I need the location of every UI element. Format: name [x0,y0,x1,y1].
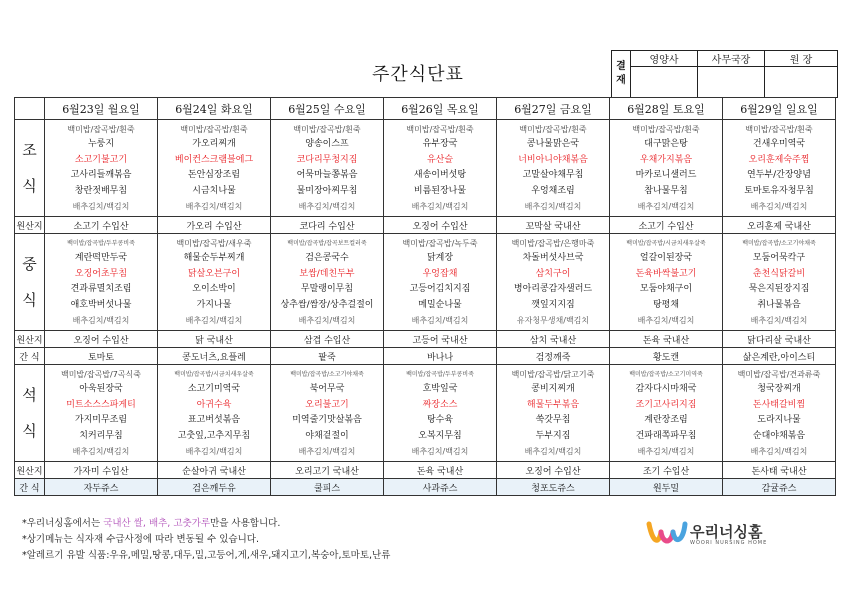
menu-item: 취나물볶음 [757,299,801,310]
day-header: 6월29일 일요일 [723,98,836,120]
day-header-row [15,98,836,120]
snack-am-row-cell: 삶은계란,아이스티 [723,348,836,365]
menu-item: 짜장소스 [422,399,458,410]
breakfast-origin-row-cell: 오리훈제 국내산 [723,217,836,234]
snack-am-row-cell: 팥죽 [271,348,384,365]
day-header: 6월28일 토요일 [610,98,723,120]
menu-item: 해물순두부찌개 [183,253,245,263]
lunch-origin-row-cell: 돈육 국내산 [610,331,723,348]
menu-base: 백미밥/잡곡밥/7곡식죽 [60,369,142,379]
menu-item: 미역줄기맛살볶음 [292,415,362,425]
menu-base: 백미밥/잡곡밥/흰죽 [519,124,587,134]
menu-item: 순대야채볶음 [752,430,806,441]
menu-item: 야채겉절이 [305,430,349,441]
day-header: 6월24일 화요일 [158,98,271,120]
menu-side-dish: 배추김치/백김치 [298,202,356,211]
menu-item: 아욱된장국 [79,384,123,394]
menu-item: 대구맑은탕 [644,139,688,149]
approval-sign-2[interactable] [698,67,765,98]
menu-side-dish: 배추김치/백김치 [750,447,808,456]
lunch-cell [271,234,384,331]
menu-item: 삼치구이 [535,268,571,279]
snack-am-row-cell: 바나나 [384,348,497,365]
menu-item: 창란젓배무침 [74,185,128,196]
note-domestic-highlight: 국내산 쌀, 배추, 고춧가루 [103,518,211,529]
lunch-row [15,234,836,331]
breakfast-origin-row-cell: 소고기 수입산 [45,217,158,234]
menu-item: 춘천식닭갈비 [752,268,806,279]
menu-base: 백미밥/잡곡밥/흰죽 [632,124,700,134]
snack-am-row-cell: 토마토 [45,348,158,365]
lunch-origin-row-cell: 오징어 수입산 [45,331,158,348]
menu-item: 조기고사리지짐 [635,399,697,410]
snack-pm-row-cell: 사과쥬스 [384,479,497,496]
menu-item: 코다리무청지짐 [296,154,358,165]
breakfast-origin-row-cell: 소고기 수입산 [610,217,723,234]
menu-side-dish: 배추김치/백김치 [185,202,243,211]
menu-side-dish: 유자청무생채/백김치 [516,316,590,325]
menu-item: 애호박버섯나물 [70,299,132,310]
lunch-origin-row [15,331,836,348]
menu-item: 차돌버섯사브국 [522,253,584,263]
menu-item: 너비아니야채볶음 [518,154,588,165]
lunch-origin-row-label: 원산지 [15,331,45,348]
menu-item: 유부장국 [422,139,458,149]
snack-pm-row-cell: 청포도쥬스 [497,479,610,496]
menu-item: 오복지무침 [418,430,462,441]
note-allergy: *알레르기 유발 식품:우유,메밀,땅콩,대두,밀,고등어,게,새우,돼지고기,복숭아,토마토,난류 [22,550,391,561]
approval-col-manager: 사무국장 [698,51,765,67]
breakfast-cell [723,120,836,217]
menu-item: 두부지짐 [535,430,571,441]
menu-item: 모둠어묵칵구 [752,253,806,263]
menu-item: 감자다시마채국 [635,384,697,394]
menu-side-dish: 배추김치/백김치 [298,447,356,456]
breakfast-row [15,120,836,217]
menu-item: 아귀수육 [196,399,232,410]
menu-side-dish: 배추김치/백김치 [750,316,808,325]
snack-am-row [15,348,836,365]
approval-label: 결재 [612,51,631,98]
breakfast-cell [497,120,610,217]
menu-item: 모둠야채구이 [639,284,693,294]
dinner-row [15,365,836,462]
breakfast-origin-row-cell: 오징어 수입산 [384,217,497,234]
note-domestic: *우리너싱홈에서는 국내산 쌀, 배추, 고춧가루만을 사용합니다. [22,518,281,529]
menu-base: 백미밥/잡곡밥/잡곡보트컬러죽 [287,239,367,247]
menu-base: 백미밥/잡곡밥/흰죽 [745,124,813,134]
menu-base: 백미밥/잡곡밥/두부콩비죽 [67,239,135,247]
menu-side-dish: 배추김치/백김치 [524,447,582,456]
menu-item: 고사리들깨볶음 [70,170,132,180]
menu-item: 소고기불고기 [74,154,128,165]
breakfast-cell [271,120,384,217]
menu-base: 백미밥/잡곡밥/녹두죽 [402,238,478,248]
breakfast-cell [158,120,271,217]
menu-item: 치커리무침 [79,430,123,441]
menu-side-dish: 배추김치/백김치 [185,316,243,325]
menu-base: 백미밥/잡곡밥/견과류죽 [737,369,821,379]
breakfast-origin-row-cell: 꼬막살 국내산 [497,217,610,234]
menu-item: 베이컨스크램블에그 [174,154,254,165]
menu-side-dish: 배추김치/백김치 [411,316,469,325]
snack-am-row-cell: 검정깨죽 [497,348,610,365]
menu-base: 백미밥/잡곡밥/새우죽 [176,238,252,248]
menu-base: 백미밥/잡곡밥/소고기야채죽 [742,239,816,247]
menu-item: 소고기미역국 [187,384,241,394]
menu-item: 호박잎국 [422,384,458,394]
menu-item: 콩나물맑은국 [526,139,580,149]
logo-name: 우리너싱홈 [690,523,763,541]
menu-side-dish: 배추김치/백김치 [72,447,130,456]
menu-item: 고등어김치지짐 [409,284,471,294]
menu-item: 새송이버섯탕 [413,170,467,180]
dinner-label: 석식 [15,365,45,462]
snack-pm-row-cell: 검은깨두유 [158,479,271,496]
menu-item: 계란떡만두국 [74,253,128,263]
menu-item: 유산슬 [426,154,454,165]
menu-item: 오징어초무침 [74,268,128,279]
menu-item: 참나물무침 [644,185,688,196]
menu-item: 계란장조림 [644,415,688,425]
menu-side-dish: 배추김치/백김치 [185,447,243,456]
logo-subtitle: WOORI NURSING HOME [690,540,768,546]
day-header: 6월26일 목요일 [384,98,497,120]
menu-item: 건새우미역국 [752,139,806,149]
menu-side-dish: 배추김치/백김치 [72,202,130,211]
menu-item: 콩비지찌개 [531,384,575,394]
menu-base: 백미밥/잡곡밥/흰죽 [293,124,361,134]
snack-pm-row [15,479,836,496]
menu-base: 백미밥/잡곡밥/시금치새우살죽 [626,239,706,247]
menu-item: 연두부/간장양념 [747,170,811,180]
menu-item: 묵은지된장지짐 [748,284,810,294]
menu-item: 닭계장 [426,253,454,263]
dinner-cell [384,365,497,462]
menu-item: 메밀순나물 [418,299,462,310]
page-title: 주간식단표 [372,64,464,85]
menu-item: 해물두부볶음 [526,399,580,410]
menu-item: 어묵마늘쫑볶음 [296,170,358,180]
menu-item: 견과류멸치조림 [70,284,132,294]
menu-item: 탕수육 [426,415,454,425]
snack-am-row-label: 간 식 [15,348,45,365]
menu-base: 백미밥/잡곡밥/소고기야채죽 [290,370,364,378]
menu-item: 마카로니샐러드 [635,170,697,180]
menu-item: 고말살야채무침 [522,170,584,180]
menu-item: 오리훈제숙주찜 [748,154,810,165]
dinner-origin-row-cell: 가자미 수입산 [45,462,158,479]
snack-pm-row-label: 간 식 [15,479,45,496]
corner-cell [15,98,45,120]
menu-item: 가지미무조림 [74,415,128,425]
menu-item: 얼갈이된장국 [639,253,693,263]
dinner-cell [497,365,610,462]
snack-am-row-cell: 황도캔 [610,348,723,365]
lunch-cell [158,234,271,331]
breakfast-origin-row-label: 원산지 [15,217,45,234]
menu-base: 백미밥/잡곡밥/시금치새우살죽 [174,370,254,378]
menu-item: 북어무국 [309,384,345,394]
dinner-origin-row [15,462,836,479]
menu-base: 백미밥/잡곡밥/닭고기죽 [511,369,595,379]
menu-item: 깻잎지지짐 [531,299,575,310]
menu-item: 누룽지 [87,139,115,149]
menu-item: 가오리찌개 [192,139,236,149]
menu-item: 비름된장나물 [413,185,467,196]
snack-pm-row-cell: 감귤쥬스 [723,479,836,496]
menu-item: 표고버섯볶음 [187,415,241,425]
menu-item: 건파래쪽파무침 [635,430,697,441]
breakfast-origin-row-cell: 가오리 수입산 [158,217,271,234]
approval-col-director: 원 장 [765,51,838,67]
menu-item: 물미장아찌무침 [296,185,358,196]
lunch-cell [384,234,497,331]
dinner-origin-row-label: 원산지 [15,462,45,479]
dinner-cell [45,365,158,462]
menu-item: 돈육바싹불고기 [635,268,697,279]
menu-item: 우채가지볶음 [639,154,693,165]
dinner-origin-row-cell: 순살아귀 국내산 [158,462,271,479]
approval-col-dietitian: 영양사 [631,51,698,67]
lunch-cell [723,234,836,331]
menu-base: 백미밥/잡곡밥/두부콩비죽 [406,370,474,378]
menu-side-dish: 배추김치/백김치 [637,447,695,456]
menu-item: 미트소스스파게티 [66,399,136,410]
approval-sign-3[interactable] [765,67,838,98]
weekly-menu-table [14,97,836,496]
menu-item: 무말랭이무침 [300,284,354,294]
menu-side-dish: 배추김치/백김치 [72,316,130,325]
menu-item: 도라지나물 [757,415,801,425]
menu-item: 시금치나물 [192,185,236,196]
dinner-origin-row-cell: 오리고기 국내산 [271,462,384,479]
note-change: *상기메뉴는 식자재 수급사정에 따라 변동될 수 있습니다. [22,534,259,545]
breakfast-label: 조식 [15,120,45,217]
lunch-origin-row-cell: 고등어 국내산 [384,331,497,348]
menu-item: 탕평채 [652,299,680,310]
lunch-label: 중식 [15,234,45,331]
menu-item: 검은콩국수 [305,253,349,263]
menu-side-dish: 배추김치/백김치 [411,447,469,456]
menu-side-dish: 배추김치/백김치 [411,202,469,211]
lunch-origin-row-cell: 삼겹 수입산 [271,331,384,348]
menu-item: 오이소박이 [192,284,236,294]
logo-mark-icon [645,518,689,548]
dinner-cell [158,365,271,462]
menu-item: 돈안심장조림 [187,170,241,180]
menu-base: 백미밥/잡곡밥/은행마죽 [511,238,595,248]
lunch-cell [610,234,723,331]
menu-item: 보쌈/데친두부 [299,268,355,279]
menu-item: 청국장찌개 [757,384,801,394]
dinner-cell [271,365,384,462]
menu-item: 양송이스프 [305,139,349,149]
snack-am-row-cell: 콩도너츠,요플레 [158,348,271,365]
menu-item: 우엉채조림 [531,185,575,196]
approval-box [611,50,838,98]
day-header: 6월23일 월요일 [45,98,158,120]
dinner-origin-row-cell: 돈육 국내산 [384,462,497,479]
menu-item: 우엉잡채 [422,268,458,279]
menu-base: 백미밥/잡곡밥/흰죽 [180,124,248,134]
breakfast-origin-row-cell: 코다리 수입산 [271,217,384,234]
menu-side-dish: 배추김치/백김치 [637,316,695,325]
menu-base: 백미밥/잡곡밥/흰죽 [67,124,135,134]
menu-base: 백미밥/잡곡밥/소고기미역죽 [629,370,703,378]
lunch-origin-row-cell: 삼치 국내산 [497,331,610,348]
menu-item: 쑥갓무침 [535,415,571,425]
dinner-cell [723,365,836,462]
snack-pm-row-cell: 원두밀 [610,479,723,496]
day-header: 6월27일 금요일 [497,98,610,120]
menu-item: 닭살오븐구이 [187,268,241,279]
menu-item: 토마토유자청무침 [744,185,814,196]
breakfast-origin-row [15,217,836,234]
lunch-origin-row-cell: 닭다리살 국내산 [723,331,836,348]
day-header: 6월25일 수요일 [271,98,384,120]
notes [22,516,390,564]
menu-item: 병아리콩감자샐러드 [513,284,593,294]
menu-side-dish: 배추김치/백김치 [298,316,356,325]
lunch-cell [45,234,158,331]
snack-pm-row-cell: 자두쥬스 [45,479,158,496]
breakfast-cell [610,120,723,217]
menu-item: 고춧잎,고추지무침 [177,430,251,441]
lunch-cell [497,234,610,331]
breakfast-cell [45,120,158,217]
dinner-origin-row-cell: 오징어 수입산 [497,462,610,479]
approval-sign-1[interactable] [631,67,698,98]
menu-base: 백미밥/잡곡밥/흰죽 [406,124,474,134]
menu-item: 가지나물 [196,299,232,310]
lunch-origin-row-cell: 닭 국내산 [158,331,271,348]
dinner-cell [610,365,723,462]
menu-side-dish: 배추김치/백김치 [750,202,808,211]
menu-side-dish: 배추김치/백김치 [637,202,695,211]
menu-item: 오리불고기 [305,399,349,410]
breakfast-cell [384,120,497,217]
menu-side-dish: 배추김치/백김치 [524,202,582,211]
dinner-origin-row-cell: 조기 수입산 [610,462,723,479]
menu-item: 상추쌈/쌈장/상추걸절이 [280,299,374,310]
snack-pm-row-cell: 쿨피스 [271,479,384,496]
dinner-origin-row-cell: 돈사태 국내산 [723,462,836,479]
menu-item: 돈사태갈비찜 [752,399,806,410]
